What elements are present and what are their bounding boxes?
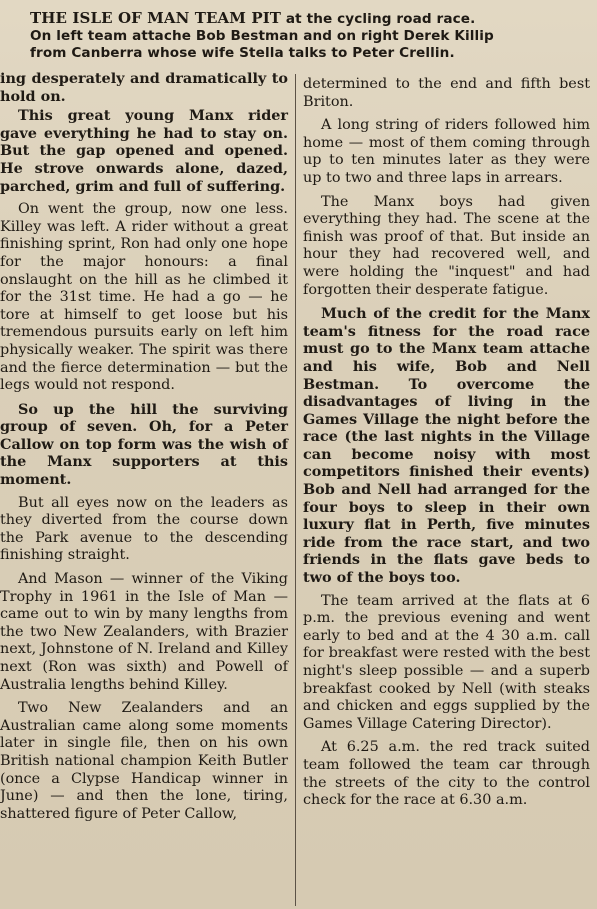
caption-line1-rest: at the cycling road race. [281, 11, 476, 27]
paragraph: But all eyes now on the leaders as they diverted from the course down the Park avenue to the descending finishing straight. [0, 494, 288, 564]
paragraph: Two New Zealanders and an Australian came along some moments later in single file, then on his own British national champion Keith Butler (once a Clypse Handicap winner in June) — and then the lone, tiring, shattered figure of Peter Callow, [0, 700, 288, 822]
paragraph: determined to the end and fifth best Briton. [303, 76, 590, 110]
right-column [303, 76, 590, 816]
caption-line-2: On left team attache Bob Bestman and on right Derek Killip [30, 28, 494, 44]
caption-line-1 [30, 10, 590, 28]
paragraph: This great young Manx rider gave everything he had to stay on. But the gap opened and opened. He strove onwards alone, dazed, parched, grim and full of suffering. [0, 107, 288, 195]
paragraph: At 6.25 a.m. the red track suited team followed the team car through the streets of the city to the control check for the race at 6.30 a.m. [303, 739, 590, 809]
paragraph: The Manx boys had given everything they had. The scene at the finish was proof of that. But inside an hour they had recovered well, and were holding the "inquest" and had forgotten their desperate fatigue. [303, 193, 590, 298]
caption-line-3: from Canberra whose wife Stella talks to Peter Crellin. [30, 45, 455, 61]
paragraph: ing desperately and dramatically to hold on. [0, 70, 288, 105]
paragraph: The team arrived at the flats at 6 p.m. the previous evening and went early to bed and at the 4 30 a.m. call for breakfast were rested with the best night's sleep possible — and a superb breakfast cooked by Nell (with steaks and chicken and eggs supplied by the Games Village Catering Director). [303, 592, 590, 732]
paragraph: A long string of riders followed him home — most of them coming through up to ten minutes later as they were up to two and three laps in arrears. [303, 117, 590, 186]
column-rule [295, 74, 296, 906]
paragraph: Much of the credit for the Manx team's fitness for the road race must go to the Manx team attache and his wife, Bob and Nell Bestman. To overcome the disadvantages of living in the Games Village the night before the race (the last nights in the Village can become noisy with most competitors finished their events) Bob and Nell had arranged for the four boys to sleep in their own luxury flat in Perth, five minutes ride from the race start, and two friends in the flats gave beds to two of the boys too. [303, 305, 590, 587]
photo-caption [30, 10, 590, 62]
caption-lead: THE ISLE OF MAN TEAM PIT [30, 9, 282, 27]
paragraph: So up the hill the surviving group of seven. Oh, for a Peter Callow on top form was the wish of the Manx supporters at this moment. [0, 400, 288, 489]
paragraph: On went the group, now one less. Killey was left. A rider without a great finishing sprint, Ron had only one hope for the major honours: a final onslaught on the hill as he climbed it for the 31st time. He had a go — he tore at himself to get loose but his tremendous pursuits early on left him physically weaker. The spirit was there and the fierce determination — but the legs would not respond. [0, 201, 288, 394]
left-column [0, 70, 288, 829]
paragraph: And Mason — winner of the Viking Trophy in 1961 in the Isle of Man — came out to win by many lengths from the two New Zealanders, with Brazier next, Johnstone of N. Ireland and Killey next (Ron was sixth) and Powell of Australia lengths behind Killey. [0, 571, 288, 693]
